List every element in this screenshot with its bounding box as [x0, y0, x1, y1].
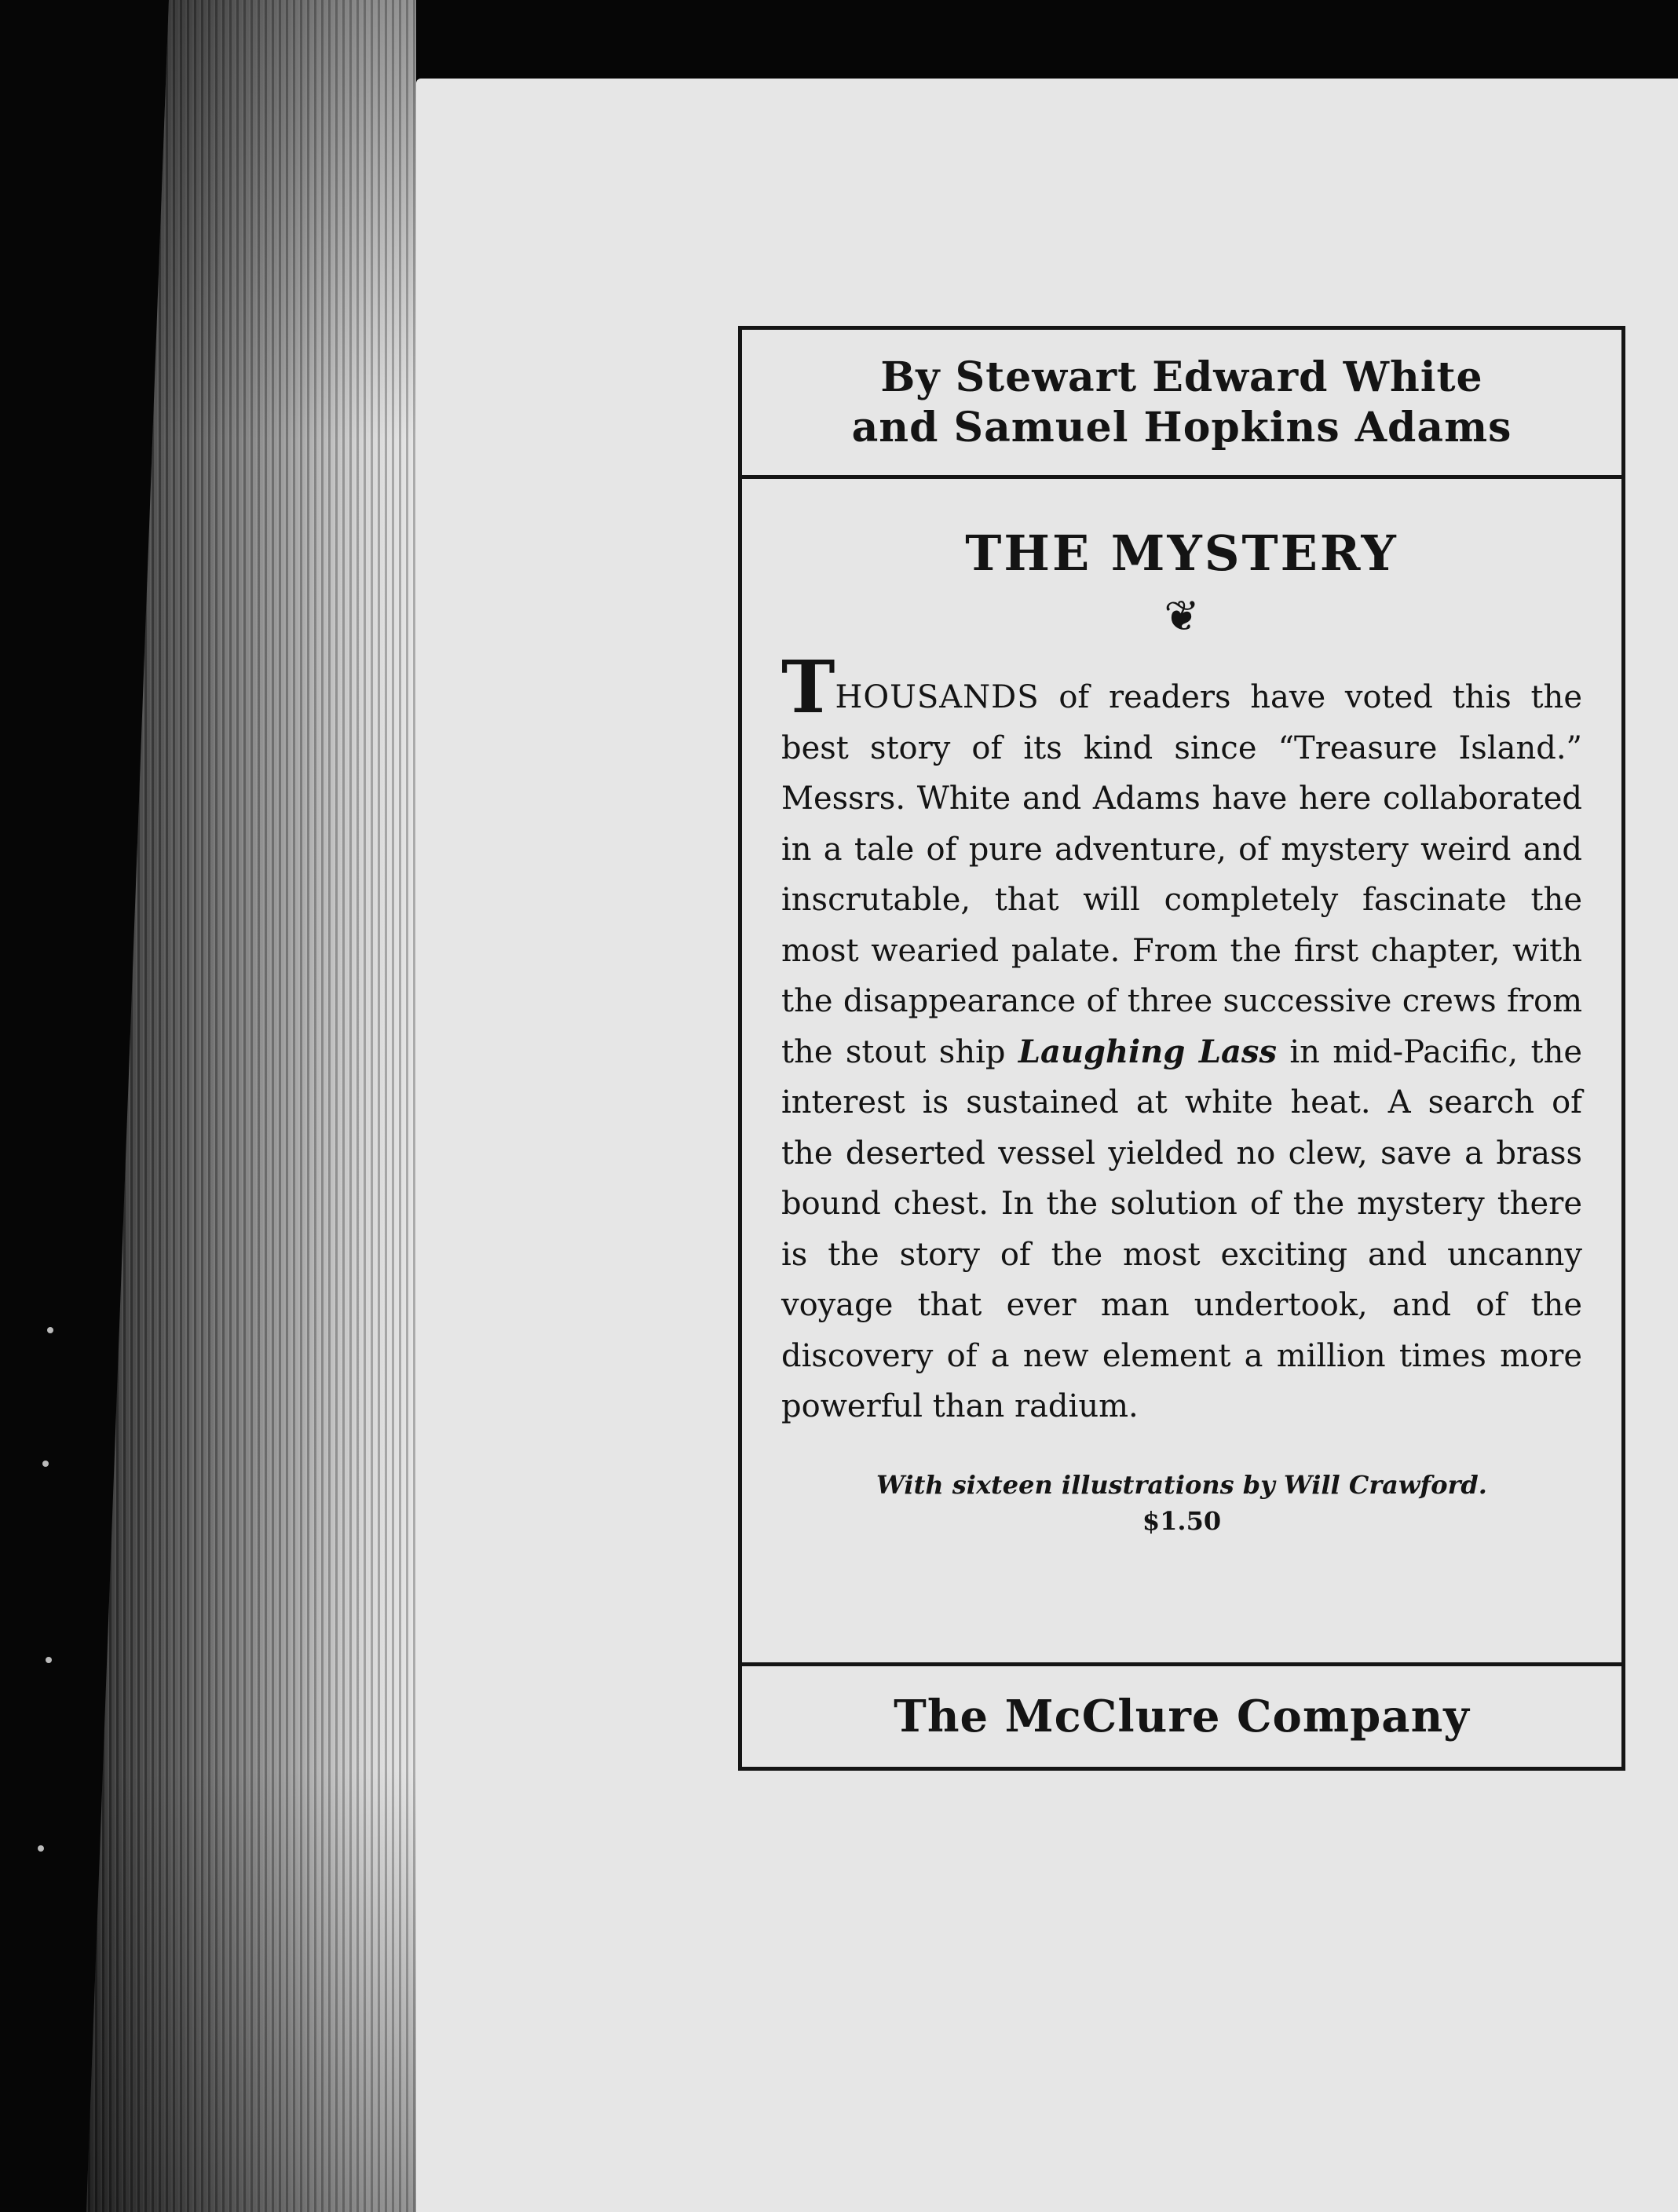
advertisement-frame [738, 326, 1625, 1771]
publisher-footer [742, 1662, 1621, 1767]
book-title: THE MYSTERY [965, 525, 1398, 582]
author-line-2: and Samuel Hopkins Adams [851, 403, 1512, 452]
blurb-text-1: of readers have voted this the best story of its kind since “Treasure Island.” Messrs. White and Adams have here collaborated in a tale of pure adventure, of mystery weird and inscrutable, that will completely fascinate the most wearied palate. From the first chapter, with the disappearance of three successive crews from the stout ship [781, 679, 1582, 1070]
dust-speck [38, 1845, 44, 1852]
ad-header [742, 330, 1621, 479]
price: $1.50 [1142, 1505, 1222, 1536]
illustration-credit: With sixteen illustrations by Will Crawford. [876, 1469, 1487, 1500]
ornament-icon: ❦ [1164, 591, 1200, 641]
dust-speck [47, 1327, 53, 1333]
blurb-paragraph [781, 645, 1583, 1432]
ad-body [742, 479, 1621, 1610]
lead-caps: HOUSANDS [835, 679, 1040, 715]
drop-cap: T [781, 645, 835, 729]
dust-speck [42, 1461, 49, 1467]
author-line-1: By Stewart Edward White [880, 353, 1483, 401]
dust-speck [46, 1657, 52, 1663]
publisher-name: The McClure Company [894, 1691, 1470, 1742]
ship-name: Laughing Lass [1018, 1033, 1277, 1070]
book-page-edges [86, 0, 416, 2212]
blurb-text-2: in mid-Pacific, the interest is sustained at white heat. A search of the deserted vessel yielded no clew, save a brass bound chest. In the solution of the mystery there is the story of the most exciting and uncanny voyage that ever man undertook, and of the discovery of a new element a million times more powerful than radium. [781, 1033, 1583, 1424]
